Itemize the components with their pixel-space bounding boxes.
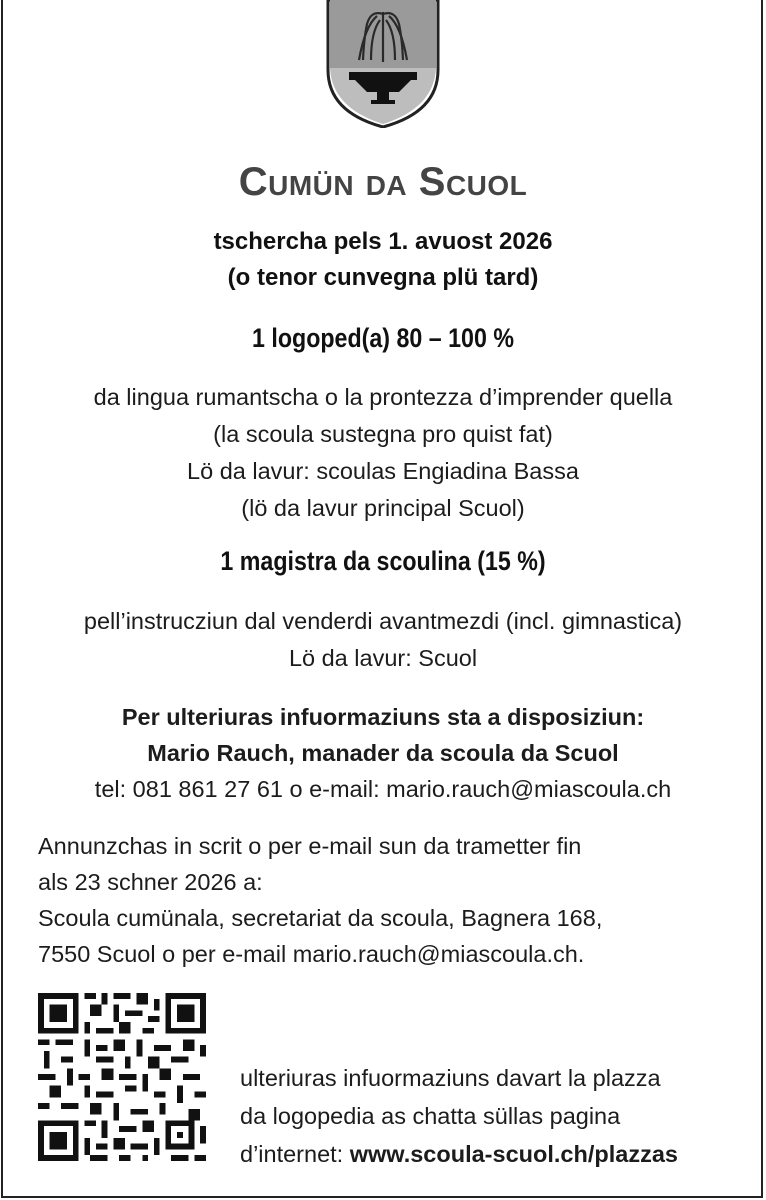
position-heading-speech-therapist: 1 logoped(a) 80 – 100 % [252,323,514,353]
website-link[interactable]: www.scoula-scuol.ch/plazzas [349,1141,678,1167]
contact-person: Mario Rauch, manader da scoula da Scuol [147,740,619,766]
qr-code-icon[interactable] [38,993,206,1161]
position-heading-kindergarten-teacher: 1 magistra da scoulina (15 %) [220,546,546,576]
more-info-line: da logopedia as chatta süllas pagina [240,1103,621,1129]
application-line: als 23 schner 2026 a: [38,869,263,895]
date-line: tschercha pels 1. avuost 2026 [213,228,553,255]
date-note: (o tenor cunvegna plü tard) [227,264,539,291]
more-info-line: ulteriuras infuormaziuns davart la plazza [240,1065,661,1091]
more-info-prefix: d’internet: [240,1141,350,1167]
application-line: Annunzchas in scrit o per e-mail sun da trametter fin [38,833,582,859]
more-info-line [240,1141,678,1168]
position-line: Lö da lavur: scoulas Engiadina Bassa [187,458,579,484]
page-title: Cumün da Scuol [238,160,528,204]
position-line: da lingua rumantscha o la prontezza d’imprender quella [93,384,673,410]
application-line: Scoula cumünala, secretariat da scoula, Bagnera 168, [38,905,603,931]
position-line: (la scoula sustegna pro quist fat) [213,421,553,447]
position-line: Lö da lavur: Scuol [288,645,478,671]
contact-intro: Per ulteriuras infuormaziuns sta a disposiziun: [121,704,645,730]
application-line: 7550 Scuol o per e-mail mario.rauch@miascoula.ch. [38,941,585,967]
position-line: (lö da lavur principal Scuol) [241,495,525,521]
position-line: pell’instrucziun dal venderdi avantmezdi (incl. gimnastica) [83,608,683,634]
fountain-crest-icon [325,0,441,128]
contact-details: tel: 081 861 27 61 o e-mail: mario.rauch@miascoula.ch [94,776,672,802]
